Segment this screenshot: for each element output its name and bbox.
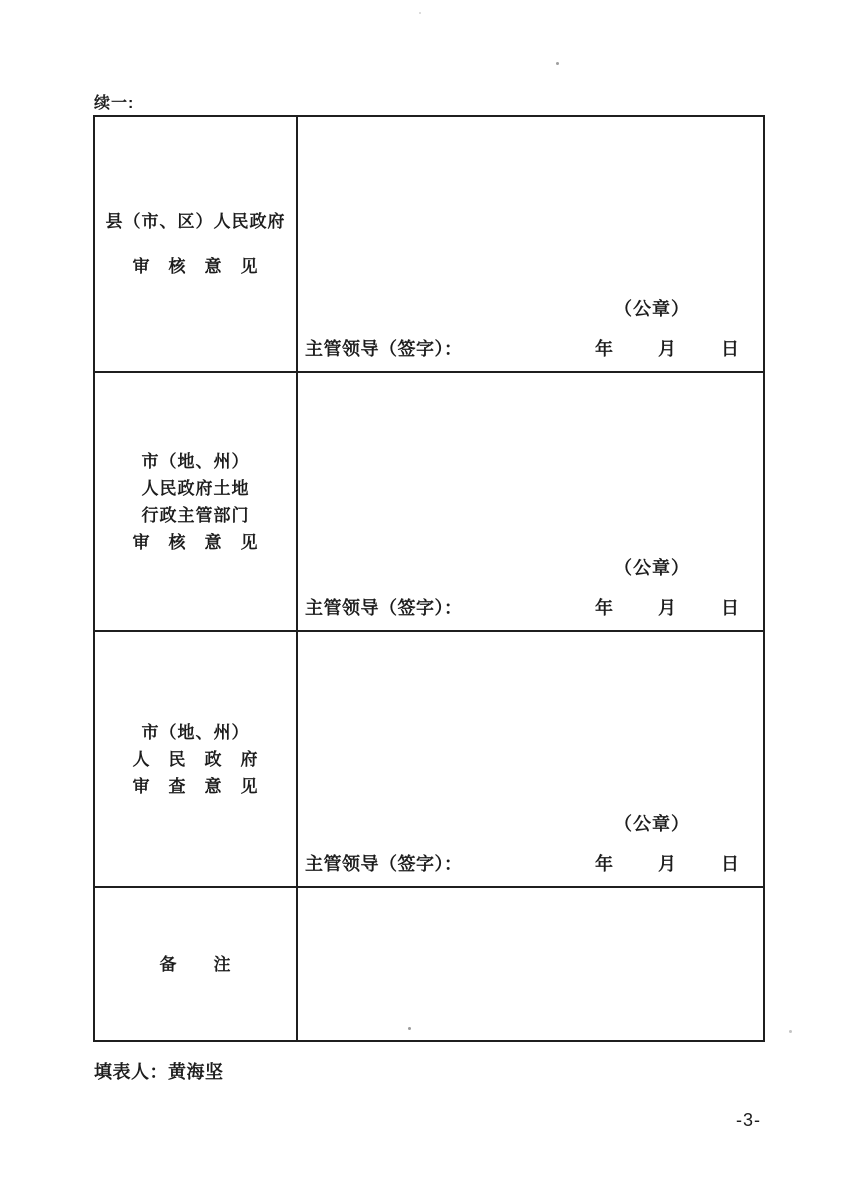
signature-line <box>305 850 763 876</box>
official-seal-placeholder: （公章） <box>614 814 690 834</box>
date-year-label: 年 <box>595 854 613 874</box>
row-title-line: 人 民 政 府 <box>132 749 259 769</box>
continuation-label: 续一: <box>94 95 135 112</box>
page-number: -3- <box>736 1110 761 1130</box>
date-month-label: 月 <box>658 854 676 874</box>
table-row-city-gov-review <box>95 632 763 888</box>
row-content-cell <box>298 373 763 630</box>
date-fields <box>595 850 739 876</box>
row-title-line: 行政主管部门 <box>141 505 250 525</box>
table-row-county-review <box>95 117 763 373</box>
preparer-line: 填表人：黄海坚 <box>94 1062 224 1082</box>
row-content-cell <box>298 117 763 371</box>
date-day-label: 日 <box>721 854 739 874</box>
date-year-label: 年 <box>595 339 613 359</box>
date-month-label: 月 <box>658 339 676 359</box>
row-title-line: 市（地、州） <box>141 722 250 742</box>
table-row-remarks <box>95 888 763 1040</box>
row-title-cell <box>95 632 298 886</box>
row-title-line: 人民政府土地 <box>141 478 250 498</box>
row-title-line: 审 核 意 见 <box>132 257 259 276</box>
row-title-line: 市（地、州） <box>141 451 250 471</box>
row-title-line: 备 注 <box>159 954 232 974</box>
row-title-line: 县（市、区）人民政府 <box>105 212 286 231</box>
date-fields <box>595 594 739 620</box>
date-year-label: 年 <box>595 598 613 618</box>
scan-speck <box>556 62 559 65</box>
signature-label: 主管领导（签字）： <box>305 598 463 618</box>
official-seal-placeholder: （公章） <box>614 299 690 319</box>
date-fields <box>595 335 739 361</box>
scan-speck <box>408 1027 411 1030</box>
row-title-cell <box>95 117 298 371</box>
signature-line <box>305 594 763 620</box>
row-title-cell <box>95 888 298 1040</box>
scan-speck <box>419 12 421 14</box>
date-day-label: 日 <box>721 598 739 618</box>
signature-line <box>305 335 763 361</box>
row-title-line: 审 核 意 见 <box>132 532 259 552</box>
approval-table <box>93 115 765 1042</box>
row-content-cell <box>298 888 763 1040</box>
official-seal-placeholder: （公章） <box>614 558 690 578</box>
date-month-label: 月 <box>658 598 676 618</box>
signature-label: 主管领导（签字）： <box>305 339 463 359</box>
row-title-cell <box>95 373 298 630</box>
scan-speck <box>789 1030 792 1033</box>
row-content-cell <box>298 632 763 886</box>
table-row-land-dept-review <box>95 373 763 632</box>
row-title-line: 审 查 意 见 <box>132 776 259 796</box>
date-day-label: 日 <box>721 339 739 359</box>
signature-label: 主管领导（签字）： <box>305 854 463 874</box>
